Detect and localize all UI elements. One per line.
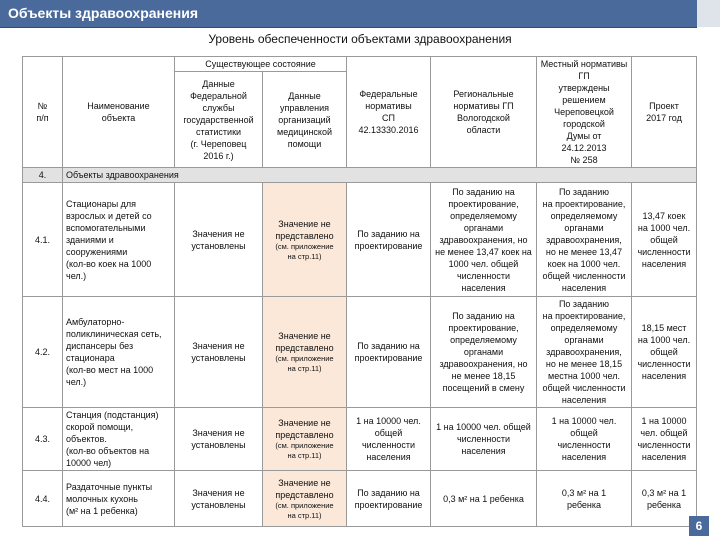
header-fed-statistics: Данные Федеральной службы государственной статистики (г. Череповец 2016 г.)	[175, 72, 263, 168]
health-value: Значение не представлено	[275, 418, 334, 440]
section-row	[23, 168, 697, 183]
row-regional-norm: По заданию на проектирование, определяемому органами здравоохранения, но не менее 13,47 коек на 1000 чел. общей численности населения	[431, 183, 537, 297]
health-note: (см. приложение на стр.11)	[275, 241, 334, 261]
row-name: Амбулаторно- поликлиническая сеть, диспансеры без стационара (кол-во мест на 1000 чел.)	[63, 297, 175, 408]
health-value: Значение не представлено	[275, 477, 334, 500]
table-row	[23, 183, 697, 297]
header-num: № п/п	[23, 57, 63, 168]
row-num: 4.1.	[23, 183, 63, 297]
section-title: Объекты здравоохранения	[63, 168, 697, 183]
table-row	[23, 408, 697, 471]
header-local-norms: Местный нормативы ГП утверждены решением Череповецкой городской Думы от 24.12.2013 № 258	[537, 57, 632, 168]
section-num: 4.	[23, 168, 63, 183]
row-local-norm: 1 на 10000 чел. общей численности населения	[537, 408, 632, 471]
row-fed-statistics: Значения не установлены	[175, 183, 263, 297]
table-row	[23, 471, 697, 527]
row-num: 4.4.	[23, 471, 63, 527]
row-project: 18,15 мест на 1000 чел. общей численности населения	[632, 297, 697, 408]
row-federal-norm: По заданию на проектирование	[347, 183, 431, 297]
page-number: 6	[689, 516, 709, 536]
row-health-department	[263, 297, 347, 408]
row-project: 1 на 10000 чел. общей численности населения	[632, 408, 697, 471]
row-federal-norm: По заданию на проектирование	[347, 471, 431, 527]
row-regional-norm: 0,3 м² на 1 ребенка	[431, 471, 537, 527]
row-fed-statistics: Значения не установлены	[175, 471, 263, 527]
row-name: Стационары для взрослых и детей со вспомогательными зданиями и сооружениями (кол-во коек на 1000 чел.)	[63, 183, 175, 297]
row-local-norm: 0,3 м² на 1 ребенка	[537, 471, 632, 527]
health-note: (см. приложение на стр.11)	[275, 441, 334, 460]
row-name: Станция (подстанция) скорой помощи, объектов. (кол-во объектов на 10000 чел)	[63, 408, 175, 471]
row-health-department	[263, 471, 347, 527]
header-project: Проект 2017 год	[632, 57, 697, 168]
health-note: (см. приложение на стр.11)	[275, 354, 334, 373]
row-fed-statistics: Значения не установлены	[175, 297, 263, 408]
row-health-department	[263, 408, 347, 471]
row-project: 13,47 коек на 1000 чел. общей численности населения	[632, 183, 697, 297]
row-num: 4.2.	[23, 297, 63, 408]
row-federal-norm: По заданию на проектирование	[347, 297, 431, 408]
row-num: 4.3.	[23, 408, 63, 471]
row-name: Раздаточные пункты молочных кухонь (м² на 1 ребенка)	[63, 471, 175, 527]
header-health-department: Данные управления организаций медицинской помощи	[263, 72, 347, 168]
row-health-department	[263, 183, 347, 297]
table-row	[23, 297, 697, 408]
title-bar-accent	[697, 0, 720, 27]
header-regional-norms: Региональные нормативы ГП Вологодской области	[431, 57, 537, 168]
row-project: 0,3 м² на 1 ребенка	[632, 471, 697, 527]
slide-subtitle: Уровень обеспеченности объектами здравоохранения	[208, 32, 512, 46]
row-local-norm: По заданию на проектирование, определяемому органами здравоохранения, но не менее 18,15 местна 1000 чел. общей численности населения	[537, 297, 632, 408]
row-regional-norm: 1 на 10000 чел. общей численности населения	[431, 408, 537, 471]
row-federal-norm: 1 на 10000 чел. общей численности населения	[347, 408, 431, 471]
title-bar	[0, 0, 697, 28]
row-local-norm: По заданию на проектирование, определяемому органами здравоохранения, но не менее 13,47 коек на 1000 чел. общей численности населения	[537, 183, 632, 297]
health-value: Значение не представлено	[275, 218, 334, 241]
page-title: Объекты здравоохранения	[8, 5, 199, 21]
health-value: Значение не представлено	[275, 331, 334, 353]
header-existing-group: Существующее состояние	[175, 57, 347, 72]
row-regional-norm: По заданию на проектирование, определяемому органами здравоохранения, но не менее 18,15 посещений в смену	[431, 297, 537, 408]
header-name: Наименование объекта	[63, 57, 175, 168]
health-note: (см. приложение на стр.11)	[275, 500, 334, 520]
norms-table	[22, 56, 697, 527]
header-federal-norms: Федеральные нормативы СП 42.13330.2016	[347, 57, 431, 168]
row-fed-statistics: Значения не установлены	[175, 408, 263, 471]
